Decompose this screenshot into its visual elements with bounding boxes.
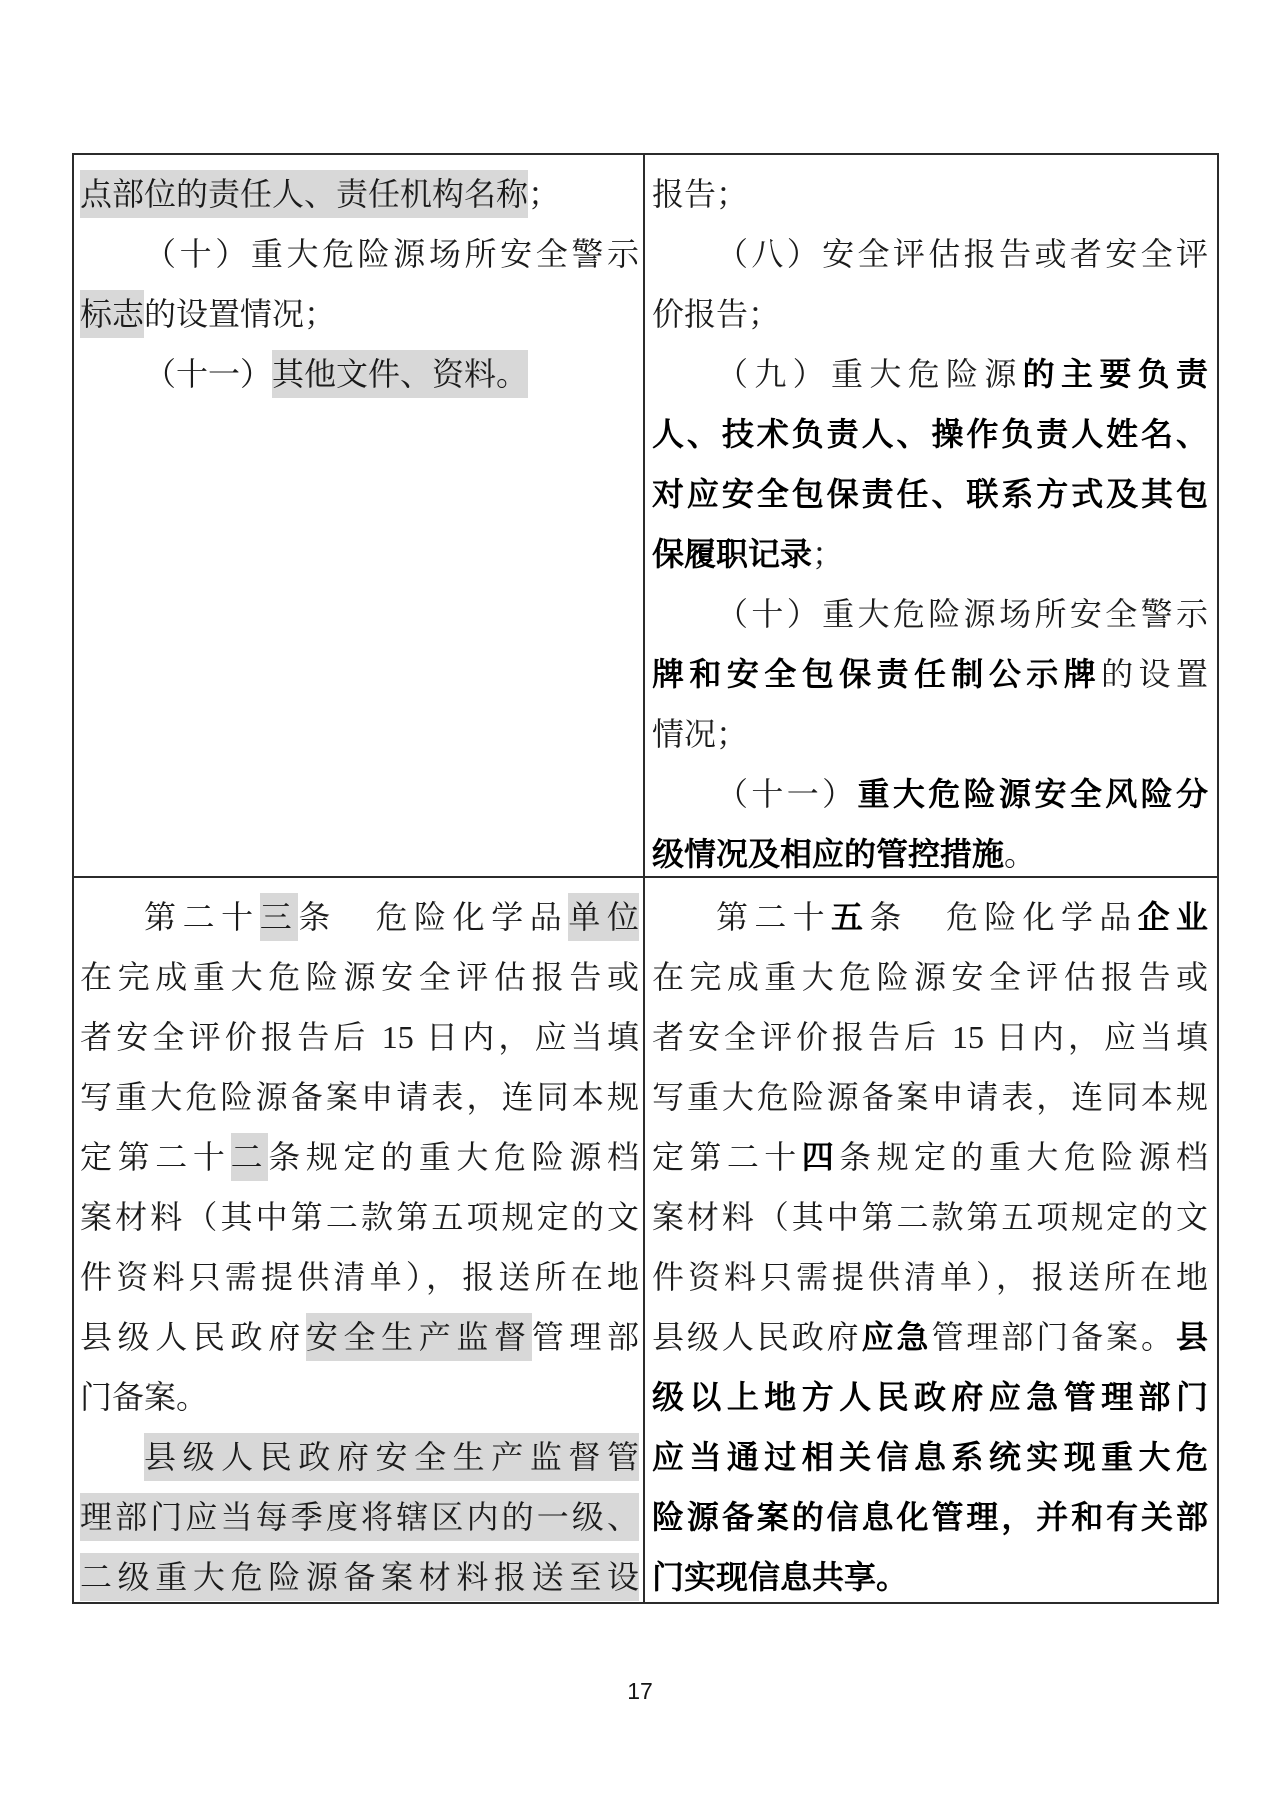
bold-inserted-text: 四	[801, 1139, 840, 1175]
bold-inserted-text: 重大危险源安全风险分	[857, 776, 1208, 812]
text-segment: 件资料只需提供清单），报送所在地	[652, 1259, 1208, 1295]
highlighted-deleted-text: 其他文件、资料。	[272, 350, 528, 398]
text-segment: 县级人民政府	[80, 1319, 306, 1355]
text-line	[652, 1247, 1208, 1307]
text-line	[652, 887, 1208, 947]
text-line	[80, 1427, 639, 1487]
text-line	[652, 404, 1208, 464]
text-segment: 定第二十	[652, 1139, 802, 1175]
text-line	[652, 1187, 1208, 1247]
text-line	[652, 947, 1208, 1007]
text-segment: 的设置情况；	[144, 296, 337, 332]
text-segment: 在完成重大危险源安全评估报告或	[80, 959, 639, 995]
text-line	[652, 704, 1208, 764]
text-line	[652, 1547, 1208, 1602]
text-segment: 情况；	[652, 716, 749, 752]
text-segment: 条规定的重大危险源档	[268, 1139, 639, 1175]
text-line	[80, 1127, 639, 1187]
highlighted-deleted-text: 理部门应当每季度将辖区内的一级、	[80, 1493, 639, 1541]
text-segment: 报告；	[652, 176, 749, 212]
text-segment: 条	[298, 899, 337, 935]
text-line	[652, 164, 1208, 224]
highlighted-deleted-text: 标志	[80, 290, 144, 338]
highlighted-deleted-text: 三	[260, 893, 299, 941]
new-text-cell-row2	[645, 878, 1217, 1602]
text-segment: 案材料（其中第二款第五项规定的文	[80, 1199, 639, 1235]
text-segment: 。	[1004, 836, 1037, 872]
text-segment: （十一）	[144, 356, 273, 392]
text-segment: 第二十	[716, 899, 831, 935]
text-line	[80, 1547, 639, 1602]
text-segment: （十）重大危险源场所安全警示	[144, 236, 639, 272]
highlighted-deleted-text: 单位	[568, 893, 639, 941]
bold-inserted-text: 级以上地方人民政府应急管理部门	[652, 1379, 1208, 1415]
text-line	[80, 1367, 639, 1427]
text-segment: 危险化学品	[945, 899, 1138, 935]
text-line	[652, 1427, 1208, 1487]
text-line	[652, 1307, 1208, 1367]
bold-inserted-text: 级情况及相应的管控措施	[652, 836, 1005, 872]
new-text-cell-row1	[645, 155, 1217, 878]
highlighted-deleted-text: 安全生产监督	[306, 1313, 532, 1361]
text-line	[80, 947, 639, 1007]
highlighted-deleted-text: 二	[231, 1133, 269, 1181]
text-segment: 价报告；	[652, 296, 781, 332]
text-segment: 案材料（其中第二款第五项规定的文	[652, 1199, 1208, 1235]
comparison-table	[72, 153, 1219, 1604]
old-text-cell-row1	[74, 155, 645, 878]
text-line	[652, 824, 1208, 878]
text-segment: 管理部门备案。	[931, 1319, 1176, 1355]
text-line	[80, 1007, 639, 1067]
text-segment: 写重大危险源备案申请表，连同本规	[80, 1079, 639, 1115]
text-line	[80, 284, 639, 344]
text-segment: 第二十	[144, 899, 260, 935]
text-line	[652, 1487, 1208, 1547]
text-segment: （十）重大危险源场所安全警示	[716, 596, 1208, 632]
text-segment: ；	[528, 176, 561, 212]
text-segment: 者安全评价报告后 15 日内，应当填	[652, 1019, 1208, 1055]
bold-inserted-text: 五	[830, 899, 870, 935]
text-line	[80, 1067, 639, 1127]
text-line	[652, 1367, 1208, 1427]
text-segment: 者安全评价报告后 15 日内，应当填	[80, 1019, 639, 1055]
text-segment: （八）安全评估报告或者安全评	[716, 236, 1208, 272]
bold-inserted-text: 应当通过相关信息系统实现重大危	[652, 1439, 1208, 1475]
text-segment: 门备案。	[80, 1379, 209, 1415]
text-line	[80, 1247, 639, 1307]
text-segment: 定第二十	[80, 1139, 231, 1175]
highlighted-deleted-text: 点部位的责任人、责任机构名称	[80, 170, 528, 218]
text-segment: 危险化学品	[375, 899, 569, 935]
bold-inserted-text: 险源备案的信息化管理，并和有关部	[652, 1499, 1208, 1535]
text-line	[80, 344, 639, 404]
text-line	[80, 1307, 639, 1367]
text-segment: 县级人民政府	[652, 1319, 862, 1355]
text-segment: （九）重大危险源	[716, 356, 1023, 392]
bold-inserted-text: 应急	[861, 1319, 932, 1355]
text-segment	[337, 899, 376, 935]
text-line	[80, 224, 639, 284]
text-line	[652, 1067, 1208, 1127]
text-line	[80, 1187, 639, 1247]
text-segment: ；	[812, 536, 845, 572]
text-segment	[908, 899, 946, 935]
bold-inserted-text: 县	[1175, 1319, 1208, 1355]
text-line	[80, 1487, 639, 1547]
bold-inserted-text: 企业	[1137, 899, 1208, 935]
text-line	[652, 644, 1208, 704]
text-line	[652, 1007, 1208, 1067]
highlighted-deleted-text: 二级重大危险源备案材料报送至设	[80, 1553, 639, 1601]
bold-inserted-text: 的主要负责	[1022, 356, 1208, 392]
text-line	[652, 764, 1208, 824]
bold-inserted-text: 牌和安全包保责任制公示牌	[652, 656, 1102, 692]
text-segment: 件资料只需提供清单），报送所在地	[80, 1259, 639, 1295]
text-line	[652, 224, 1208, 284]
text-segment: 条	[869, 899, 908, 935]
text-segment: 在完成重大危险源安全评估报告或	[652, 959, 1208, 995]
bold-inserted-text: 保履职记录	[652, 536, 813, 572]
bold-inserted-text: 人、技术负责人、操作负责人姓名、	[652, 416, 1208, 452]
text-segment: 的设置	[1101, 656, 1208, 692]
text-line	[80, 887, 639, 947]
text-segment: 管理部	[531, 1319, 639, 1355]
text-line	[652, 344, 1208, 404]
text-line	[652, 284, 1208, 344]
highlighted-deleted-text: 县级人民政府安全生产监督管	[144, 1433, 639, 1481]
text-line	[652, 524, 1208, 584]
text-line	[652, 464, 1208, 524]
bold-inserted-text: 门实现信息共享。	[652, 1559, 909, 1595]
old-text-cell-row2	[74, 878, 645, 1602]
text-line	[652, 584, 1208, 644]
page-number: 17	[627, 1678, 653, 1704]
text-segment: 写重大危险源备案申请表，连同本规	[652, 1079, 1208, 1115]
text-segment: （十一）	[716, 776, 858, 812]
text-segment: 条规定的重大危险源档	[839, 1139, 1208, 1175]
text-line	[80, 164, 639, 224]
bold-inserted-text: 对应安全包保责任、联系方式及其包	[652, 476, 1208, 512]
text-line	[652, 1127, 1208, 1187]
